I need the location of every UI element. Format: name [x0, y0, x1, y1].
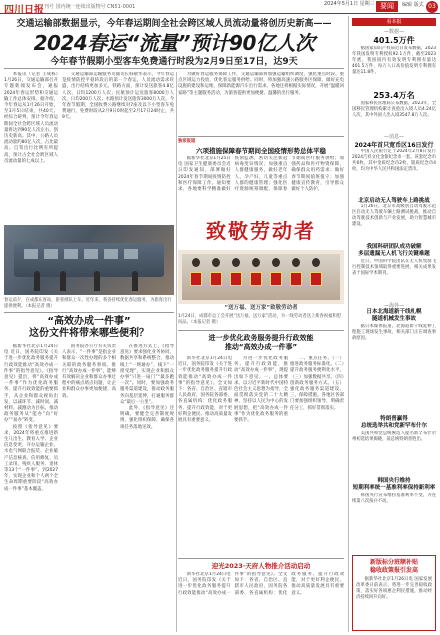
rail-separator: —数据— [383, 29, 404, 35]
page-label: 编辑 版式 [402, 2, 424, 8]
rail-item-title: 253.4万名 [373, 91, 415, 100]
article-epidemic-title: 六项措施保障春节期间全国疫情形势总体平稳 [196, 147, 326, 155]
rail-item-title: 日本北海道新干线札幌 隧道机械发生事故 [366, 309, 422, 322]
bottom-article-body: 新华社北京1月24日电 近日，国务院印发《关于进一步优化政务服务提升行政效能推动“高效办成一件事”的指导意见》。全文如下：各省、自治区、直辖市人民政府，国务院各部委、各直属机构：优化政务服务、提升行政效能，对于更好利企便民、推动高质量发展具有重要意义。 [178, 572, 344, 596]
column-separator [348, 16, 349, 632]
rail-item-body: 1月26日，北京市高级别自动驾驶示范区启动无人驾驶车辆上路测试挑战，推动自动驾驶技术创新与产业发展，助力智慧城市建设。 [352, 204, 436, 227]
article-policy-column-1: 新华社北京1月24日电 近日，国务院印发《关于进一步优化政务服务提升行政效能推动“高效办成一件事”的指导意见》。全文如下：各省、自治区、直辖市人民政府，国务院各部委、各直属机构：优化政务服务、提升行政效能，对于更好利企便民、推动高质量发展具有重要意义。 [178, 356, 232, 424]
divider [178, 558, 344, 559]
divider [178, 136, 344, 137]
lead-headline: 2024春运“流量”预计90亿人次 [33, 31, 315, 55]
rail-item-title: 特朗普赢得 总统选举共和党新罕布什尔 [360, 416, 427, 429]
boxed-article-body: 据新华社北京1月26日电 国家发展改革委日前表示，将进一步完善稳收政策，落实好各项惠企利民措施，推动经济持续回升向好。 [356, 577, 432, 600]
photo-banner-text: 致敬劳动者 [178, 212, 344, 250]
bottom-headline: 迎光2023·天府人物推介活动启动 [211, 562, 311, 570]
rail-item-body: 中国人民银行定于2024年2月8日发行2024吉祥文化金银纪念币一套。该套纪念币共6枚，其中金质纪念币2枚，银质纪念币4枚，均为中华人民共和国法定货币。 [352, 149, 436, 172]
rail-item-body: 国家移民管理局公布数据，2023年，全国移民管理机构累计查验出入境人员4.24亿人次，其中外国人出入境3547.8万人次。 [352, 101, 436, 118]
rail-item-title: 北京启动无人驾驶车上路挑战 [358, 198, 430, 204]
column-separator [176, 72, 177, 632]
photo-caption: 春运前夕，在成都东客站，旅客排队上车。近年来，我省持续优化春运服务，为旅客出行提供便利。（本报记者 摄） [4, 298, 172, 309]
rail-item-title: 401.5万件 [373, 36, 415, 45]
lead-column-1: 本报讯（记者 王成栋）1月26日，交通运输部召开专题新闻发布会，通报2024年春运形势和交通运输工作总体安排。据介绍，今年春运从1月26日开始，至3月5日结束，共40天。经综合研判，预计今年春运期间全社会跨区域人员流动量将达到90亿人次左右，创历史新高。其中，公路人员流动量约80亿人次，占比最高。自驾出行比例有所提高，预计占全社会跨区域人员流动量的七成以上。 [4, 72, 58, 164]
rail-item-body: 近日，中国科学院团队在无人机集群飞行控制技术领域取得重要进展，相关成果发表于国际学术期刊。 [352, 259, 436, 276]
rail-boxed-article [352, 555, 436, 631]
masthead-subtitle: 刊号 国内统一连续出版物号 CN51-0001 [44, 4, 136, 10]
labor-tribute-photo [178, 212, 344, 304]
article-efficiency-title: “高效办成一件事” 这份文件将带来哪些便利？ [29, 316, 149, 339]
rail-item-title: 韩国央行维持 短期利率统一基准利率保持新利率 [352, 478, 436, 491]
divider [178, 330, 344, 331]
page-number: 03 [426, 1, 438, 13]
article-efficiency-column-3: 在推进方式上，《指导意见》要求强化业务协同、数据共享和系统整合，推动线上“一网通办”、线下“一窗受理”，实现企业和群众办事“只进一扇门”“最多跑一次”。同时，要加强政务服务渠道建设，推动政务服务向基层延伸，打通服务群众“最后一公里”。 此外，《指导意见》还明确，要健全完善制度规则，强化组织保障，确保各项任务落地见效。 [120, 344, 174, 430]
article-policy-column-2: 为进一步优化政务服务、提升行政效能，推动“高效办成一件事”，现提出如下意见。一、总体要求。以习近平新时代中国特色社会主义思想为指导，全面贯彻落实党的二十大精神，坚持以人民为中心的发展思想，把“高效办成一件事”作为优化政务服务的重要抓手。 [234, 356, 288, 424]
boxed-article-title: 新版标分班额补贴 稳收政策报引发高 [369, 559, 418, 574]
rail-separator: —消息— [383, 134, 404, 140]
section-badge: 要闻 [376, 1, 398, 12]
bus-station-photo [4, 225, 174, 295]
article-policy-column-3: 二、重点任务。（一）推进政务服务标准化。（二）提升政务服务便利化水平。（三）加强数据共享。（四）创新政务服务方式。（五）强化政务服务渠道建设。三、保障措施。各地区各部门要加强组织领导，明确责任分工，抓好贯彻落实。 [290, 356, 344, 411]
right-rail-tab: 看本报 [352, 18, 436, 26]
lead-kicker: 交通运输部数据显示，今年春运期间全社会跨区域人员流动量将创历史新高—— [16, 19, 332, 29]
article-policy-title: 进一步优化政务服务提升行政效能 推动“高效办成一件事” [208, 334, 314, 351]
article-efficiency-column-2: 国务院办公厅有关负责人表示，“一件事”是指企业和群众一次性办理的多个相关联的政务服务事项。推行“高效办成一件事”，能够有效解决企业和群众办事过程中的痛点堵点问题，让企业和群众办事更加便捷、高效。 [62, 344, 116, 399]
rail-separator: —海外— [383, 303, 404, 309]
article-kicker: 独家报道 [178, 139, 196, 144]
photo2-title: “送万福、送万家”致敬劳动者 [224, 305, 298, 311]
rail-item-body: 据国家知识产权局近日发布数据，2023年我国发明专利授权92.1万件，截至2023年底，我国国内有效发明专利拥有量达401.5万件，每万人口高价值发明专利拥有量达11.8件。 [352, 46, 436, 75]
lead-column-2: 交通运输部运输服务司副司长韩敬华表示，今年春运是疫情防控平稳转段后的第一个春运，人员流动需求旺盛，出行结构更加多元。铁路方面，预计发送旅客4.8亿人次，日均1200万人次；民航预计运送旅客8000万人次，日均200万人次；水路预计发送旅客3000万人次。今年春节假期，全国收费公路继续对7座及以下小型客车免费通行，免费时段从2月9日0时起至2月17日24时止，共9天。 [62, 72, 174, 121]
rail-item-title: 我国科研团队成功破解 多层遗漏无人机飞行关键难题 [358, 244, 430, 257]
divider [4, 68, 344, 69]
rail-item-body: 据日本媒体报道，北海道新干线延伸工程施工现场发生事故，相关部门正在调查事故原因。 [352, 324, 436, 341]
issue-date: 2024年5月1日 星期三 [324, 1, 375, 7]
lead-subhead: 今年春节假期小型客车免费通行时段为2月9日至17日，达9天 [50, 57, 298, 67]
photo2-caption: 1月24日，成都市总工会开展“送万福、送万家”活动，为一线劳动者送上新春祝福和慰问品。（本报记者 摄） [178, 314, 342, 325]
article-efficiency-column-1: 据新华社北京1月24日电 近日，国务院印发《关于进一步优化政务服务提升行政效能推动“高效办成一件事”的指导意见》。《指导意见》提出，将“高效办成一件事”作为优化政务服务、提升行政效能的重要抓手，从企业和群众视角出发，以减环节、减时间、减材料、减跑动为目标，推动政务服务从“能办”向“好办”“易办”转变。 按照《指导意见》要求，2024年将重点推进新生儿出生、教育入学、企业信息变更、开办运输企业、水电气网联合报装、企业破产信息核查、信用修复、员工录用、残疾人服务、退休等13个“一件事”。到2027年，实现企业和个人两个全生命周期重要阶段“高效办成一件事”基本覆盖。 [4, 344, 58, 492]
article-epidemic-body: 据新华社北京1月25日电 国家卫生健康委员会近日印发通知，部署做好2024年春节期间疫情防控和医疗保障工作。通知要求，各地要科学精准做好疫情监测，密切关注新冠病毒变异情况；加强重点人群健康服务，做好老年人、孕产妇、儿童等重点人群的健康管理；强化医疗资源统筹调配，保障春节期间医疗服务供给；加强药品和医疗物资保障，确保群众用药需求；做好春节期间值班值守；加强健康宣传教育，引导群众做好个人防护。 [178, 156, 344, 193]
masthead [0, 0, 440, 14]
newspaper-logo: 四川日报 [4, 5, 44, 16]
rail-item-body: 美国共和党总统候选人提名新罕布什尔州初选结果揭晓，前总统特朗普胜出。 [352, 431, 436, 442]
rail-item-title: 2024年首只宽币区16日发行 [354, 142, 434, 149]
rail-item-body: 韩国央行宣布维持基准利率不变，为连续第八次按兵不动。 [352, 493, 436, 504]
lead-column-3: 为做好春运服务保障工作，交通运输部将加强运输组织调度，强化重点时段、重点区域运力投放，优化客运服务供给。同时，将加强高速公路服务区保障，做好充电设施的建设和运维，保障新能源汽车出行需求。各地还将根据实际情况，开展“温暖回家路”等主题服务活动，为旅客提供更加便捷、温馨的出行服务。 [178, 72, 344, 96]
divider [4, 312, 174, 313]
